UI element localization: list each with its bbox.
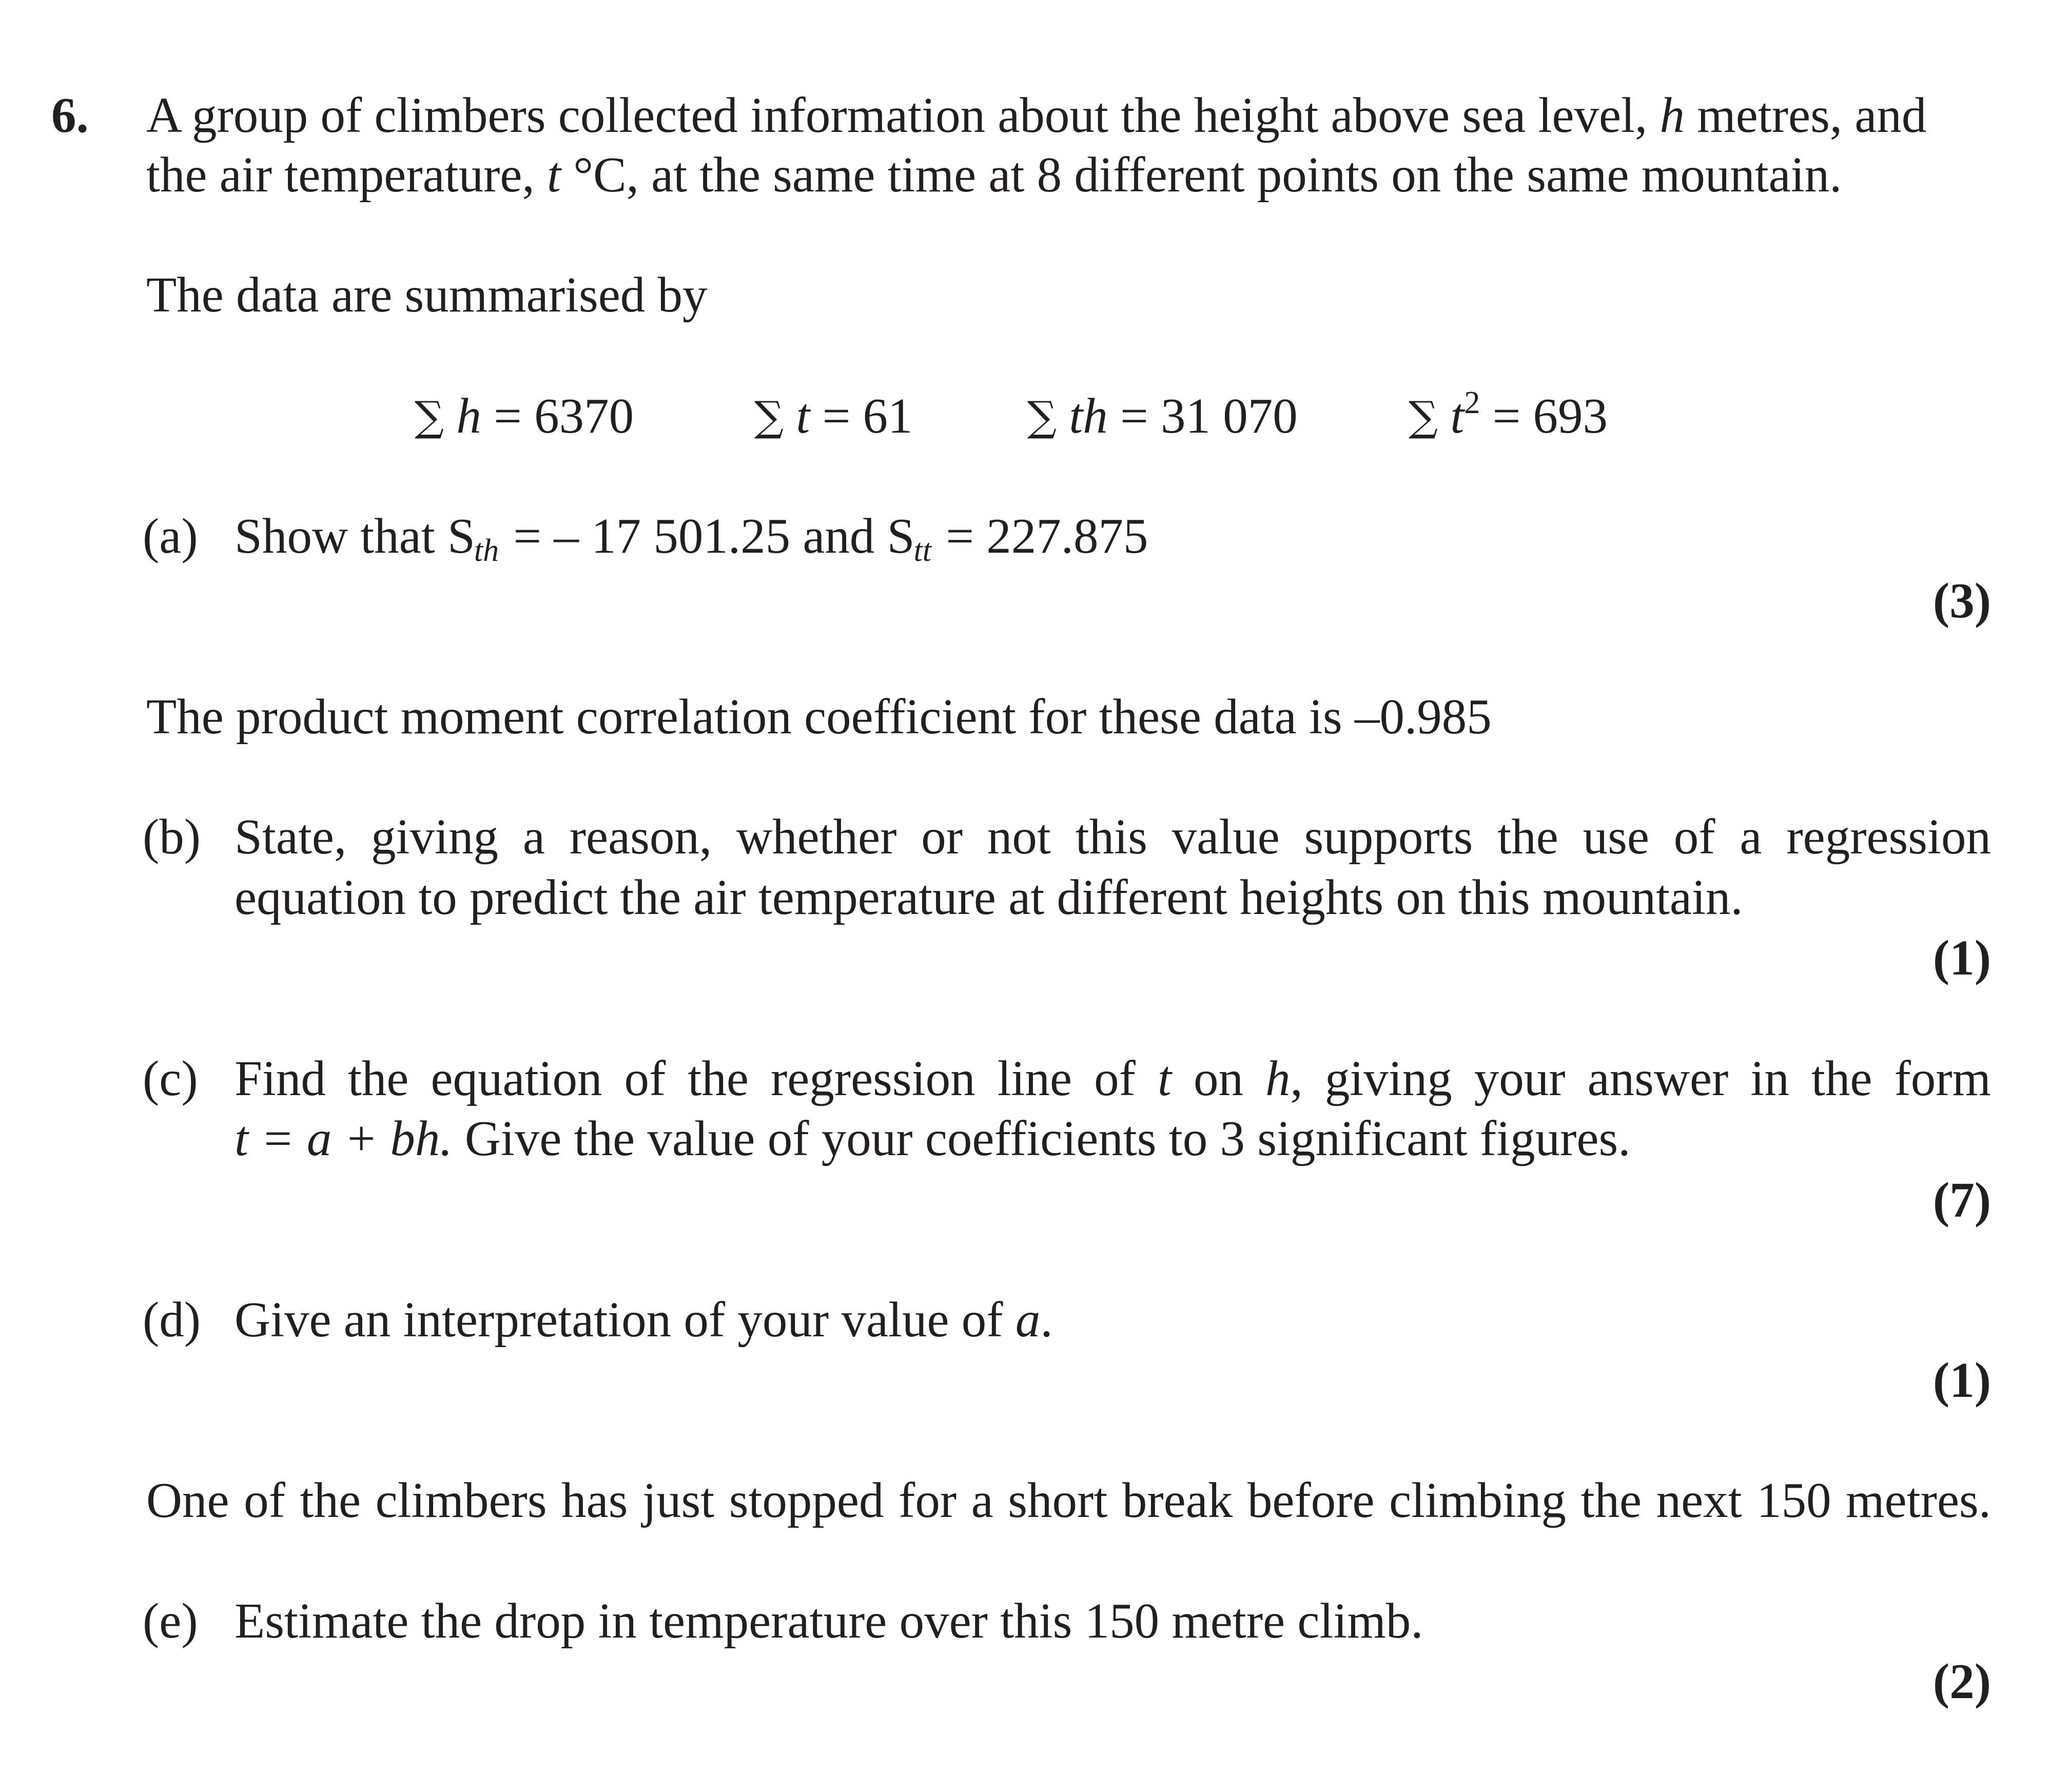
part-a-marks: (3) — [1932, 573, 1991, 628]
question-number: 6. — [51, 88, 89, 143]
sum-t — [754, 388, 913, 443]
sigma-symbol: ∑ — [754, 393, 784, 440]
part-a-text-a: Show that S — [235, 509, 475, 563]
part-b-line-1: State, giving a reason, whether or not this value supports the use of a regression — [235, 809, 1991, 864]
intro-line-1-a: A group of climbers collected information about the height above sea level, — [146, 88, 1660, 143]
part-c-line-1-a: Find the equation of the regression line of — [235, 1051, 1158, 1106]
part-a-text-b: = – 17 501.25 and S — [501, 509, 915, 563]
sum-t-value: = 61 — [810, 388, 913, 443]
summary-intro: The data are summarised by — [146, 267, 708, 322]
part-c-line-2-rest: Give the value of your coefficients to 3 significant figures. — [452, 1111, 1631, 1166]
sum-th-var: th — [1069, 388, 1108, 443]
part-d-text-end: . — [1040, 1292, 1053, 1347]
part-b-marks: (1) — [1932, 930, 1991, 985]
subscript-tt: tt — [913, 533, 932, 568]
sum-th — [1027, 388, 1298, 443]
part-c-marks: (7) — [1932, 1173, 1991, 1228]
part-a-label: (a) — [143, 509, 198, 563]
sum-t-squared — [1409, 385, 1608, 443]
part-e-text: Estimate the drop in temperature over this 150 metre climb. — [235, 1593, 1423, 1648]
sum-t2-exponent: 2 — [1464, 385, 1480, 420]
sum-t2-var: t — [1450, 388, 1465, 443]
part-e-label: (e) — [143, 1593, 198, 1648]
sum-h-var: h — [456, 388, 481, 443]
part-e-marks: (2) — [1932, 1654, 1991, 1709]
part-d-text-main: Give an interpretation of your value of — [235, 1292, 1016, 1347]
intro-line-2-b: °C, at the same time at 8 different points on the same mountain. — [560, 147, 1842, 202]
intro-line-1 — [146, 88, 1927, 143]
var-t: t — [546, 147, 561, 202]
part-c-line-1-c: , giving your answer in the form — [1290, 1051, 1991, 1106]
regression-formula: t = a + bh. — [235, 1111, 453, 1166]
part-b-line-2: equation to predict the air temperature at different heights on this mountain. — [235, 870, 1743, 925]
part-d-text — [235, 1292, 1053, 1347]
subscript-th: th — [474, 533, 499, 568]
part-c-line-1 — [235, 1051, 1991, 1106]
sum-h — [415, 388, 634, 443]
part-c-label: (c) — [143, 1051, 198, 1106]
var-h: h — [1659, 88, 1685, 143]
part-a-text — [235, 509, 1148, 568]
var-t: t — [1158, 1051, 1172, 1106]
intro-line-1-b: metres, and — [1685, 88, 1927, 143]
part-c-line-1-b: on — [1171, 1051, 1266, 1106]
sum-h-value: = 6370 — [481, 388, 634, 443]
pmcc-statement: The product moment correlation coefficient for these data is –0.985 — [146, 689, 1492, 744]
intro-line-2-a: the air temperature, — [146, 147, 547, 202]
sigma-symbol: ∑ — [415, 393, 444, 440]
part-d-marks: (1) — [1932, 1353, 1991, 1408]
sum-th-value: = 31 070 — [1107, 388, 1298, 443]
break-statement: One of the climbers has just stopped for a short break before climbing the next 150 metres. — [146, 1473, 1991, 1528]
part-d-label: (d) — [143, 1292, 201, 1347]
sum-t-var: t — [796, 388, 810, 443]
sigma-symbol: ∑ — [1409, 393, 1438, 440]
sigma-symbol: ∑ — [1027, 393, 1057, 440]
var-a: a — [1015, 1292, 1041, 1347]
part-c-line-2 — [235, 1111, 1631, 1166]
intro-line-2 — [146, 147, 1842, 202]
var-h: h — [1265, 1051, 1291, 1106]
part-a-text-c: = 227.875 — [933, 509, 1148, 563]
part-b-label: (b) — [143, 809, 201, 864]
sum-t2-value: = 693 — [1480, 388, 1608, 443]
